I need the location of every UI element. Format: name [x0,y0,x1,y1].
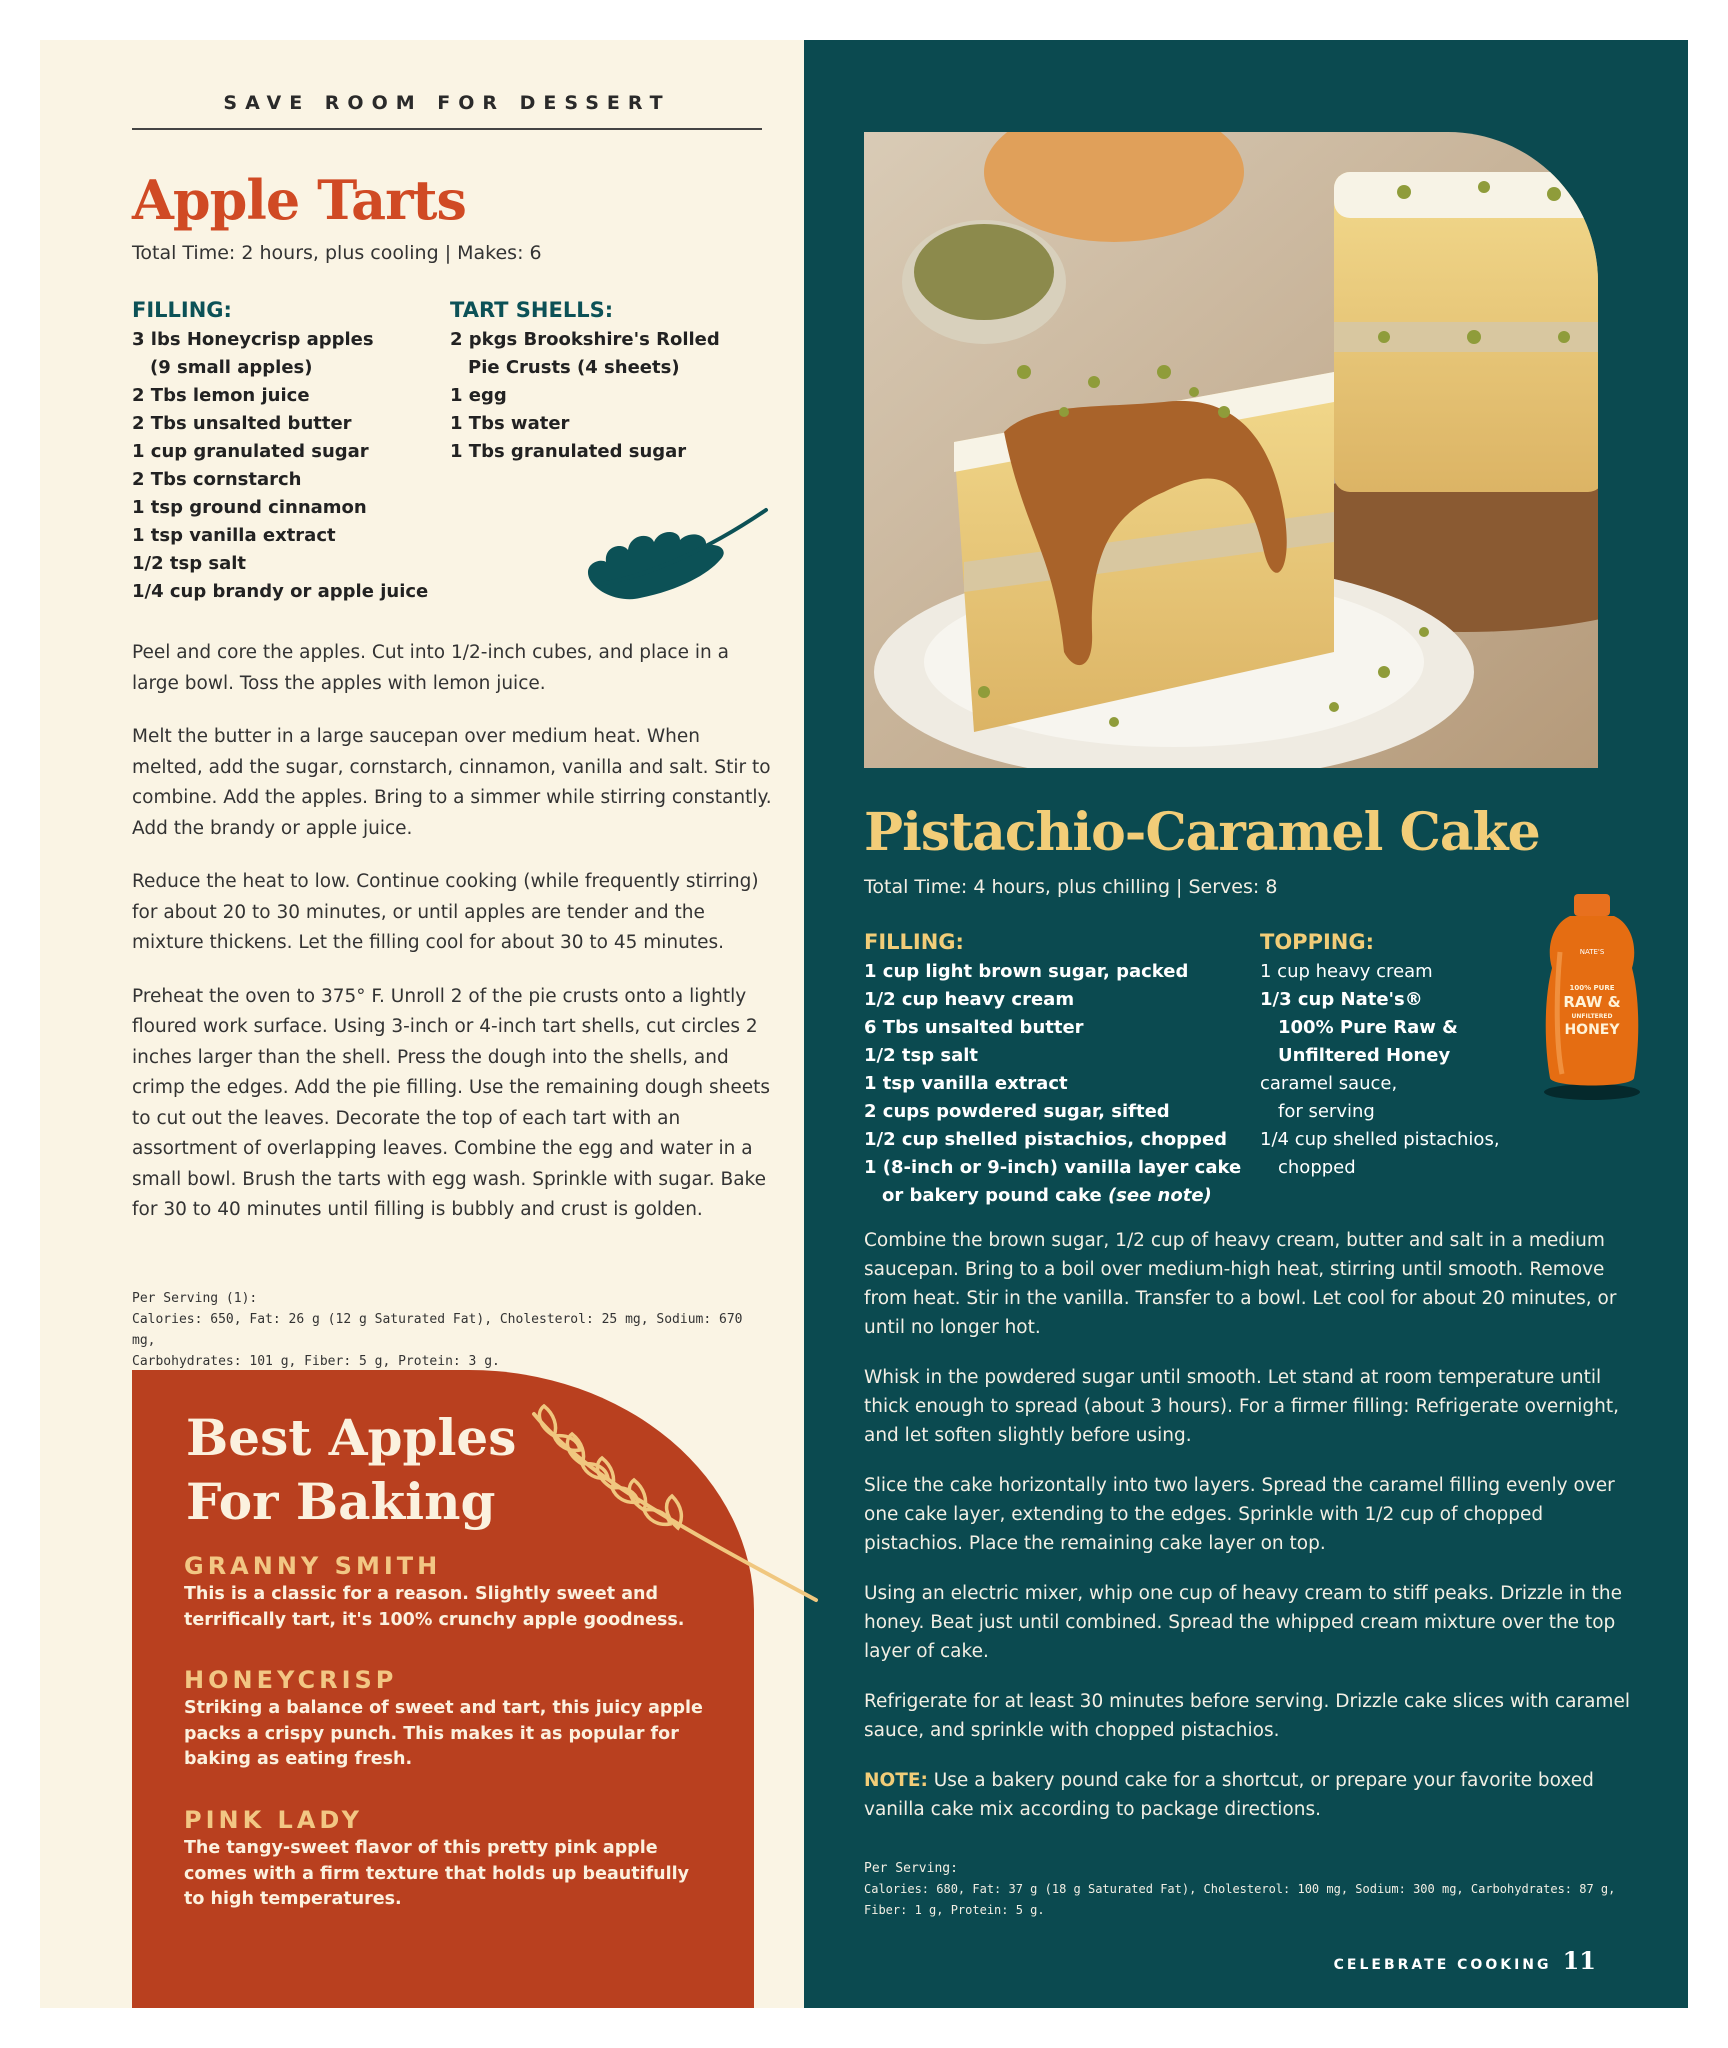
best-apples-title [186,1406,516,1534]
right-panel [804,40,1688,2008]
ingredient: 2 Tbs unsalted butter [132,413,352,434]
ingredient: caramel sauce, [1260,1073,1398,1094]
tart-shells-list [450,326,720,466]
cake-topping-list [1260,958,1500,1182]
nutrition-line: Calories: 650, Fat: 26 g (12 g Saturated Fat), Cholesterol: 25 mg, Sodium: 670 mg, [132,1312,743,1348]
cake-note [864,1766,1634,1824]
ingredient: 1 cup heavy cream [1260,961,1433,982]
best-apples-title-line2: For Baking [186,1472,496,1531]
ingredient: 1 cup granulated sugar [132,441,369,462]
cake-filling-list [864,958,1241,1210]
step-paragraph: Peel and core the apples. Cut into 1/2-inch cubes, and place in a large bowl. Toss the apples with lemon juice. [132,642,729,694]
step-paragraph: Preheat the oven to 375° F. Unroll 2 of the pie crusts onto a lightly floured work surface. Using 3-inch or 4-inch tart shells, cut circles 2 inches larger than the shell. Press the dough into the shells, and crimp the edges. Add the pie filling. Use the remaining dough sheets to cut out the leaves. Decorate the top of each tart with an assortment of overlapping leaves. Combine the egg and water in a small bowl. Brush the tarts with egg wash. Sprinkle with sugar. Bake for 30 to 40 minutes until filling is bubbly and crust is golden. [132,985,770,1220]
apple-variety-name: GRANNY SMITH [184,1552,442,1580]
apple-variety-desc: Striking a balance of sweet and tart, this juicy apple packs a crispy punch. This makes it as popular for baking as eating fresh. [184,1698,703,1769]
magazine-page [40,40,1688,2008]
nutrition-label: Per Serving (1): [132,1291,258,1306]
cake-steps [864,1226,1634,1845]
see-note: (see note) [1107,1185,1212,1206]
honey-label-line: RAW & [1563,993,1621,1011]
ingredient: 3 lbs Honeycrisp apples [132,329,374,350]
nutrition-line: Calories: 680, Fat: 37 g (18 g Saturated Fat), Cholesterol: 100 mg, Sodium: 300 mg, Carbohydrates: 87 g, Fiber: 1 g, Protein: 5 g. [864,1882,1616,1917]
ingredient: for serving [1278,1101,1375,1122]
footer-label: CELEBRATE COOKING [1333,1957,1552,1973]
ingredient: 1 tsp ground cinnamon [132,497,367,518]
ingredient: 1 (8-inch or 9-inch) vanilla layer cake [864,1157,1242,1178]
cake-nutrition [864,1858,1654,1921]
nutrition-label: Per Serving: [864,1861,958,1876]
ingredient: 2 Tbs lemon juice [132,385,310,406]
cake-filling-heading: FILLING: [864,930,964,954]
honey-bottle-icon [1540,894,1644,1100]
ingredient: 1 tsp vanilla extract [864,1073,1068,1094]
honey-label-line: HONEY [1564,1022,1620,1038]
step-paragraph: Whisk in the powdered sugar until smooth. Let stand at room temperature until thick enough to spread (about 3 hours). For a firmer filling: Refrigerate overnight, and let soften slightly before using. [864,1367,1620,1446]
ingredient: 1/4 cup shelled pistachios, [1260,1129,1500,1150]
ingredient-text: or bakery pound cake [882,1185,1102,1206]
ingredient: 2 Tbs cornstarch [132,469,302,490]
note-label: NOTE: [864,1770,928,1791]
step-paragraph: Using an electric mixer, whip one cup of heavy cream to stiff peaks. Drizzle in the honey. Beat just until combined. Spread the whipped cream mixture over the top layer of cake. [864,1583,1623,1662]
ingredient: 1 cup light brown sugar, packed [864,961,1189,982]
honey-label-line: UNFILTERED [1571,1013,1613,1020]
step-paragraph: Reduce the heat to low. Continue cooking (while frequently stirring) for about 20 to 30 minutes, or until apples are tender and the mixture thickens. Let the filling cool for about 30 to 45 minutes. [132,871,759,953]
cake-photo [864,132,1598,768]
honey-brand: NATE'S [1579,948,1605,956]
oak-leaf-icon [570,502,770,612]
ingredient: 2 pkgs Brookshire's Rolled [450,329,720,350]
cake-title: Pistachio-Caramel Cake [864,802,1540,863]
ingredient: (9 small apples) [150,357,313,378]
step-paragraph: Combine the brown sugar, 1/2 cup of heavy cream, butter and salt in a medium saucepan. Bring to a boil over medium-high heat, stirring until smooth. Remove from heat. Stir in the vanilla. Transfer to a bowl. Let cool for about 20 minutes, or until no longer hot. [864,1230,1617,1338]
ingredient: Unfiltered Honey [1278,1045,1451,1066]
note-text: Use a bakery pound cake for a shortcut, or prepare your favorite boxed vanilla cake mix according to package directions. [864,1770,1594,1820]
ingredient: 100% Pure Raw & [1278,1017,1458,1038]
apple-tarts-meta: Total Time: 2 hours, plus cooling | Makes: 6 [132,242,542,264]
ingredient: 1/3 cup Nate's® [1260,989,1423,1010]
ingredient: Pie Crusts (4 sheets) [468,357,680,378]
nutrition-line: Carbohydrates: 101 g, Fiber: 5 g, Protein: 3 g. [132,1354,500,1369]
apple-variety-desc: The tangy-sweet flavor of this pretty pink apple comes with a firm texture that holds up beautifully to high temperatures. [184,1838,690,1909]
left-panel [40,40,804,2008]
apple-variety-name: PINK LADY [184,1806,363,1834]
ingredient [864,1182,1241,1210]
page-footer [1334,1946,1596,1975]
step-paragraph: Refrigerate for at least 30 minutes before serving. Drizzle cake slices with caramel sauce, and sprinkle with chopped pistachios. [864,1691,1630,1741]
step-paragraph: Melt the butter in a large saucepan over medium heat. When melted, add the sugar, cornstarch, cinnamon, vanilla and salt. Stir to combine. Add the apples. Bring to a simmer while stirring constantly. Add the brandy or apple juice. [132,726,772,839]
best-apples-title-line1: Best Apples [186,1408,517,1467]
ingredient: 2 cups powdered sugar, sifted [864,1101,1170,1122]
kicker-divider [132,128,762,130]
apple-tarts-steps [132,638,772,1249]
cake-topping-heading: TOPPING: [1260,930,1374,954]
wheat-sprig-icon [524,1404,824,1614]
ingredient: 1/2 tsp salt [132,553,246,574]
ingredient: 1 Tbs water [450,413,570,434]
apple-tarts-title: Apple Tarts [132,168,466,232]
ingredient: 1/2 tsp salt [864,1045,978,1066]
ingredient: 1 egg [450,385,507,406]
ingredient: 1/2 cup heavy cream [864,989,1075,1010]
tarts-filling-list [132,326,428,606]
page-number: 11 [1562,1946,1596,1975]
apple-tarts-nutrition [132,1288,772,1372]
apple-variety-desc: This is a classic for a reason. Slightly sweet and terrifically tart, it's 100% crunchy apple goodness. [184,1584,685,1630]
ingredient: 1 Tbs granulated sugar [450,441,687,462]
ingredient: chopped [1278,1157,1356,1178]
section-kicker: SAVE ROOM FOR DESSERT [223,92,671,114]
tarts-filling-heading: FILLING: [132,298,232,322]
step-paragraph: Slice the cake horizontally into two layers. Spread the caramel filling evenly over one cake layer, extending to the edges. Sprinkle with 1/2 cup of chopped pistachios. Place the remaining cake layer on top. [864,1475,1615,1554]
cake-meta: Total Time: 4 hours, plus chilling | Serves: 8 [864,876,1278,898]
ingredient: 6 Tbs unsalted butter [864,1017,1084,1038]
honey-label-line: 100% PURE [1569,984,1615,992]
ingredient: 1/2 cup shelled pistachios, chopped [864,1129,1228,1150]
apple-variety-name: HONEYCRISP [184,1666,398,1694]
ingredient: 1 tsp vanilla extract [132,525,336,546]
ingredient: 1/4 cup brandy or apple juice [132,581,429,602]
tart-shells-heading: TART SHELLS: [450,298,614,322]
